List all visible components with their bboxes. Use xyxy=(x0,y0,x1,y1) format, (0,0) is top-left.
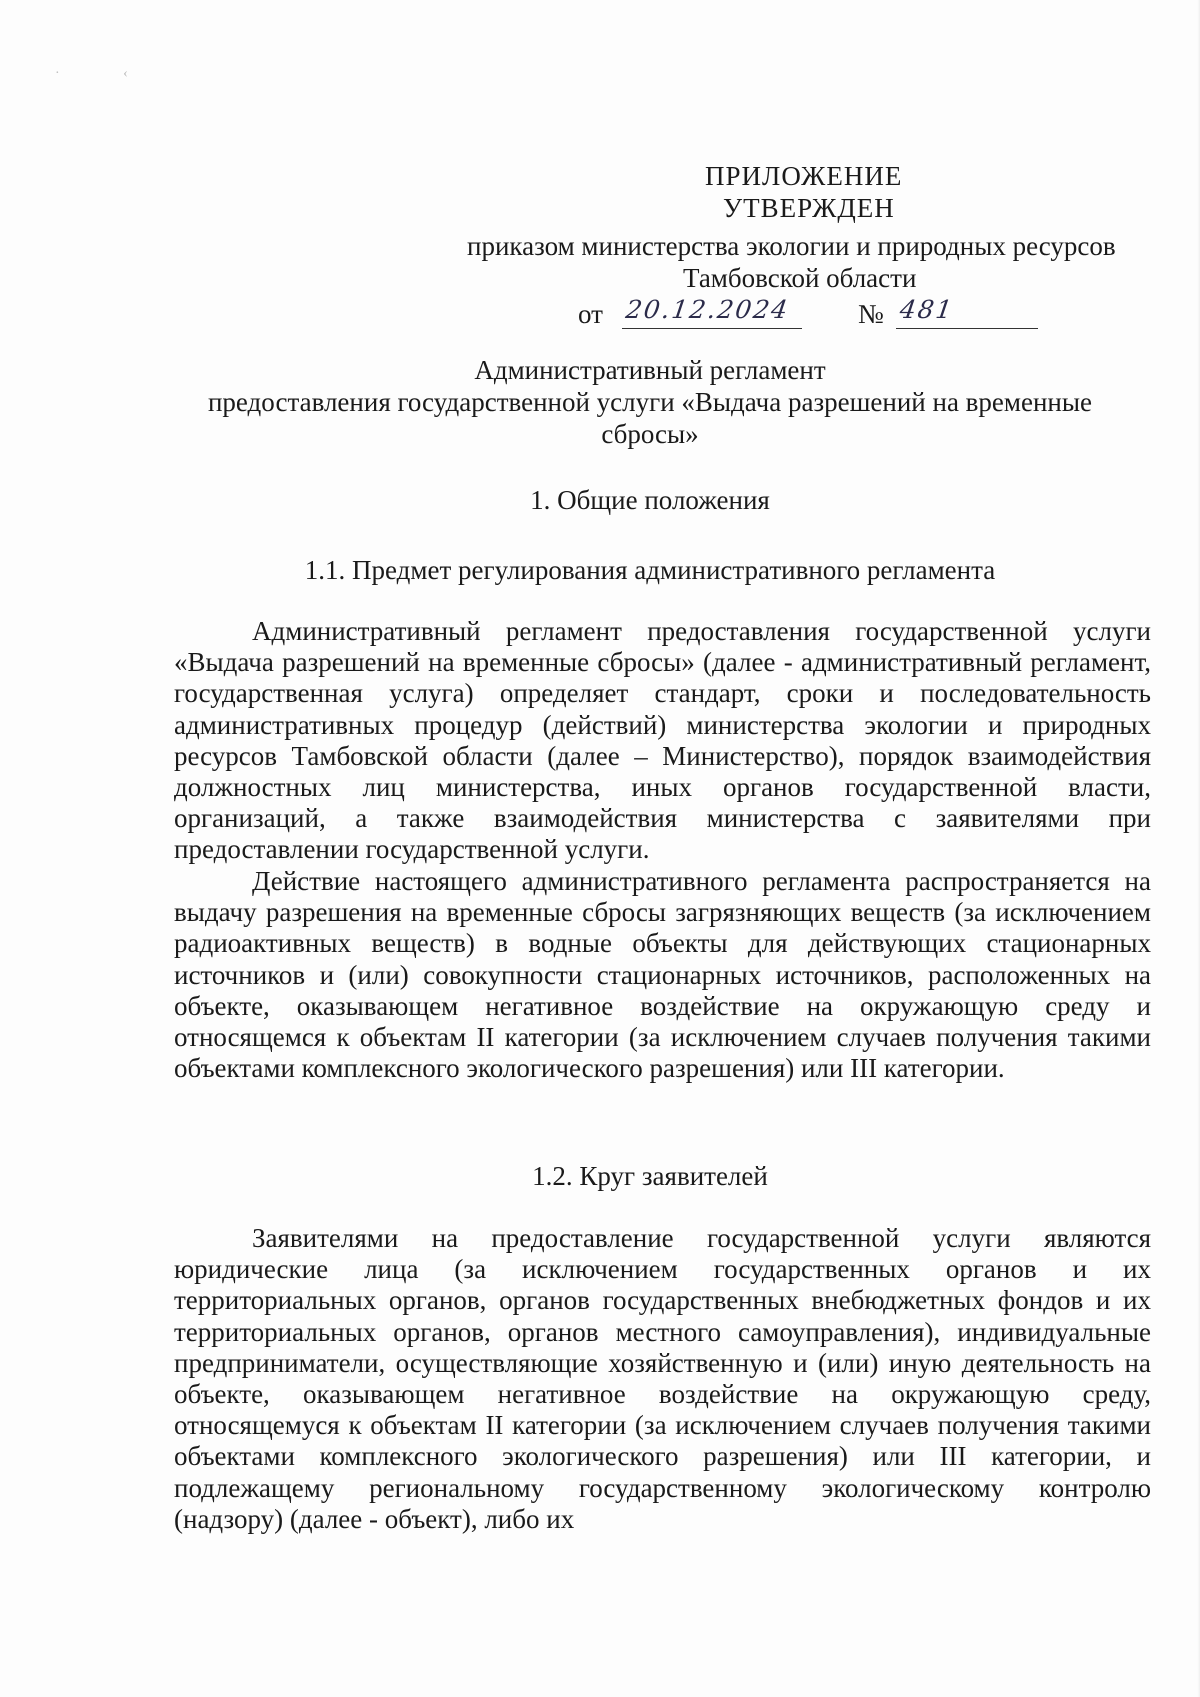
date-number-line xyxy=(578,295,1038,334)
date-prefix: от xyxy=(578,299,603,329)
title-line-1: Административный регламент xyxy=(474,355,826,385)
number-underline xyxy=(896,328,1038,329)
paragraph: Административный регламент предоставления государственной услуги «Выдача разрешений на временные сбросы» (далее - административный регламент, государственная услуга) определяет стандарт, сроки и последовательность административных процедур (действий) министерства экологии и природных ресурсов Тамбовской области (далее – Министерство), порядок взаимодействия должностных лиц министерства, иных органов государственной власти, организаций, а также взаимодействия министерства с заявителями при предоставлении государственной услуги. xyxy=(174,616,1151,865)
appendix-label: ПРИЛОЖЕНИЕ xyxy=(705,161,903,191)
title-line-2: предоставления государственной услуги «Выдача разрешений на временные xyxy=(207,387,1093,417)
handwritten-number: 481 xyxy=(898,295,956,324)
scan-artifact: · ‹ xyxy=(55,66,158,81)
date-underline xyxy=(622,328,802,329)
paragraph: Действие настоящего административного регламента распространяется на выдачу разрешения на временные сбросы загрязняющих веществ (за исключением радиоактивных веществ) в водные объекты для действующих стационарных источников и (или) совокупности стационарных источников, расположенных на объекте, оказывающем негативное воздействие на окружающую среду и относящемся к объектам II категории (за исключением случаев получения такими объектами комплексного экологического разрешения) или III категории. xyxy=(174,866,1151,1084)
title-line-3: сбросы» xyxy=(601,419,699,449)
number-sign: № xyxy=(858,299,884,329)
document-title xyxy=(170,354,1130,450)
section-heading-general: 1. Общие положения xyxy=(530,485,770,515)
approved-label: УТВЕРЖДЕН xyxy=(723,193,895,223)
order-line-2: Тамбовской области xyxy=(683,263,917,293)
section-heading-subject: 1.1. Предмет регулирования административного регламента xyxy=(304,555,996,585)
order-line-1: приказом министерства экологии и природных ресурсов xyxy=(467,231,1116,261)
paragraph: Заявителями на предоставление государственной услуги являются юридические лица (за исключением государственных органов и их территориальных органов, органов государственных внебюджетных фондов и их территориальных органов, органов местного самоуправления), индивидуальные предприниматели, осуществляющие хозяйственную и (или) иную деятельность на объекте, оказывающем негативное воздействие на окружающую среду, относящемуся к объектам II категории (за исключением случаев получения такими объектами комплексного экологического разрешения) или III категории, и подлежащему региональному государственному экологическому контролю (надзору) (далее - объект), либо их xyxy=(174,1223,1151,1534)
handwritten-date: 20.12.2024 xyxy=(624,295,792,324)
section-heading-applicants: 1.2. Круг заявителей xyxy=(532,1161,768,1191)
